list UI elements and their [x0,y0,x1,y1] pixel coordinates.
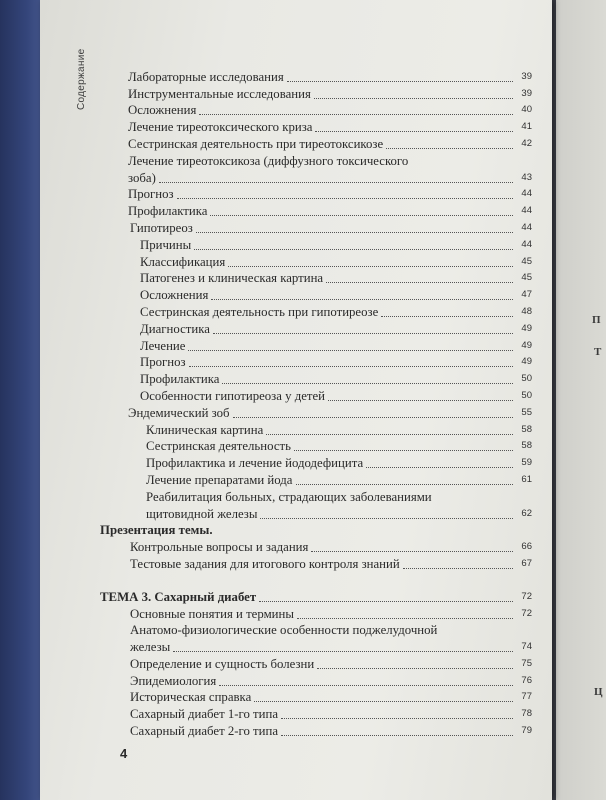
dot-leader [381,316,513,317]
toc-entry-title: Инструментальные исследования [128,86,311,101]
toc-entry-title: Прогноз [128,187,174,202]
dot-leader [296,484,514,485]
toc-entry-title: Профилактика и лечение йододефицита [146,456,364,471]
toc-entry-title: Особенности гипотиреоза у детей [140,388,326,403]
toc-entry [100,253,532,270]
dot-leader [281,735,513,736]
toc-entry-title: Профилактика [140,372,220,387]
toc-entry-title: Лечение препаратами йода [146,472,293,487]
dot-leader [287,81,513,82]
toc-entry [100,152,532,169]
toc-entry-title: Анатомо-физиологические особенности поджелудочной [130,623,438,638]
dot-leader [159,182,513,183]
toc-entry [100,169,532,186]
dot-leader [228,266,513,267]
toc-entry [100,354,532,371]
toc-entry [100,471,532,488]
table-of-contents [100,68,532,739]
toc-entry-page: 75 [521,657,532,669]
toc-entry [100,672,532,689]
toc-entry [100,236,532,253]
toc-entry-title: Эпидемиология [130,673,217,688]
toc-entry-title: Определение и сущность болезни [130,656,315,671]
toc-entry-page: 67 [521,557,532,569]
toc-entry-page: 61 [521,473,532,485]
toc-entry [100,622,532,639]
page-number: 4 [120,746,128,761]
dot-leader [254,701,513,702]
toc-entry-page: 59 [521,457,532,469]
toc-entry-title: зоба) [128,170,156,185]
toc-entry [100,655,532,672]
toc-entry-page: 43 [521,171,532,183]
toc-entry-page: 45 [521,272,532,284]
toc-entry-page: 78 [521,708,532,720]
toc-entry-page: 44 [521,221,532,233]
facing-page-fragment: Ц [594,686,603,698]
toc-entry-title: Сестринская деятельность [146,439,291,454]
dot-leader [260,518,513,519]
toc-entry [100,705,532,722]
toc-entry-page: 39 [521,70,532,82]
toc-entry-title: Клиническая картина [146,422,264,437]
dot-leader [219,685,513,686]
toc-entry [100,588,532,605]
toc-entry [100,68,532,85]
dot-leader [194,249,513,250]
facing-page [556,0,606,800]
toc-entry-title: ТЕМА 3. Сахарный диабет [100,589,257,604]
toc-entry-title: Контрольные вопросы и задания [130,540,309,555]
dot-leader [317,668,513,669]
dot-leader [199,114,513,115]
toc-entry [100,135,532,152]
toc-entry-title: Эндемический зоб [128,405,230,420]
toc-entry-title: Профилактика [128,204,208,219]
toc-entry-title: Сахарный диабет 1-го типа [130,707,279,722]
toc-entry [100,555,532,572]
toc-entry-page: 55 [521,406,532,418]
toc-entry-page: 40 [521,104,532,116]
toc-entry-title: Осложнения [128,103,197,118]
toc-entry-title: Сестринская деятельность при гипотиреозе [140,304,379,319]
toc-entry [100,605,532,622]
dot-leader [222,383,513,384]
dot-leader [281,718,513,719]
toc-entry-title: Лечение [140,338,186,353]
toc-entry-page: 58 [521,423,532,435]
toc-entry-title: Диагностика [140,321,210,336]
toc-entry [100,320,532,337]
dot-leader [259,601,513,602]
toc-entry [100,488,532,505]
toc-entry-title: Лабораторные исследования [128,69,284,84]
toc-entry [100,722,532,739]
dot-leader [326,282,513,283]
dot-leader [266,434,513,435]
dot-leader [188,350,513,351]
toc-entry-page: 48 [521,305,532,317]
toc-entry [100,102,532,119]
toc-entry-page: 77 [521,691,532,703]
toc-entry [100,85,532,102]
toc-entry [100,421,532,438]
toc-entry [100,538,532,555]
toc-entry-page: 58 [521,440,532,452]
toc-entry-title: Лечение тиреотоксического криза [128,120,313,135]
toc-entry [100,337,532,354]
dot-leader [328,400,513,401]
toc-entry-page: 39 [521,87,532,99]
toc-entry-page: 41 [521,121,532,133]
toc-entry-page: 76 [521,674,532,686]
dot-leader [366,467,513,468]
toc-entry-title: Реабилитация больных, страдающих заболеваниями [146,489,432,504]
dot-leader [177,198,513,199]
toc-entry [100,689,532,706]
toc-entry-title: Сестринская деятельность при тиреотоксикозе [128,136,384,151]
toc-entry-title: Классификация [140,254,226,269]
toc-entry-title: Патогенез и клиническая картина [140,271,324,286]
facing-page-fragment: Т [594,346,602,358]
dot-leader [213,333,513,334]
toc-entry [100,270,532,287]
toc-entry [100,186,532,203]
dot-leader [403,568,513,569]
toc-entry [100,522,532,539]
toc-entry-title: щитовидной железы [146,506,258,521]
toc-entry-title: Основные понятия и термины [130,606,294,621]
toc-entry [100,638,532,655]
toc-entry [100,387,532,404]
toc-entry-title: железы [130,640,171,655]
dot-leader [297,618,513,619]
dot-leader [196,232,513,233]
toc-entry-page: 44 [521,205,532,217]
toc-entry-page: 79 [521,725,532,737]
toc-entry [100,454,532,471]
toc-entry [100,219,532,236]
toc-entry-page: 72 [521,590,532,602]
dot-leader [189,366,513,367]
toc-entry-title: Тестовые задания для итогового контроля знаний [130,556,400,571]
toc-entry [100,404,532,421]
dot-leader [314,98,513,99]
toc-entry [100,505,532,522]
toc-entry-page: 74 [521,641,532,653]
toc-entry-title: Прогноз [140,355,186,370]
toc-entry-page: 45 [521,255,532,267]
toc-entry [100,286,532,303]
dot-leader [315,131,513,132]
toc-entry [100,118,532,135]
toc-entry-page: 62 [521,507,532,519]
toc-entry-page: 42 [521,137,532,149]
dot-leader [211,299,513,300]
dot-leader [386,148,513,149]
toc-entry-title: Гипотиреоз [130,220,193,235]
toc-entry-page: 66 [521,541,532,553]
dot-leader [210,215,513,216]
dot-leader [233,417,513,418]
toc-entry-page: 50 [521,389,532,401]
toc-entry-title: Историческая справка [130,690,252,705]
toc-entry-title: Причины [140,237,192,252]
toc-entry-page: 44 [521,188,532,200]
toc-entry-page: 72 [521,607,532,619]
running-head: Содержание [76,48,87,110]
dot-leader [311,551,513,552]
toc-entry-page: 49 [521,339,532,351]
toc-entry [100,370,532,387]
toc-entry-title: Осложнения [140,288,209,303]
toc-entry [100,202,532,219]
dot-leader [294,450,513,451]
toc-entry-title: Сахарный диабет 2-го типа [130,724,279,739]
toc-entry-page: 50 [521,373,532,385]
toc-entry [100,438,532,455]
dot-leader [173,651,513,652]
toc-entry-title: Лечение тиреотоксикоза (диффузного токсического [128,153,409,168]
toc-entry-page: 44 [521,238,532,250]
toc-entry-title: Презентация темы. [100,523,213,538]
facing-page-fragment: П [592,314,601,326]
toc-entry [100,303,532,320]
toc-entry-page: 49 [521,356,532,368]
toc-entry-page: 49 [521,322,532,334]
toc-entry-page: 47 [521,289,532,301]
